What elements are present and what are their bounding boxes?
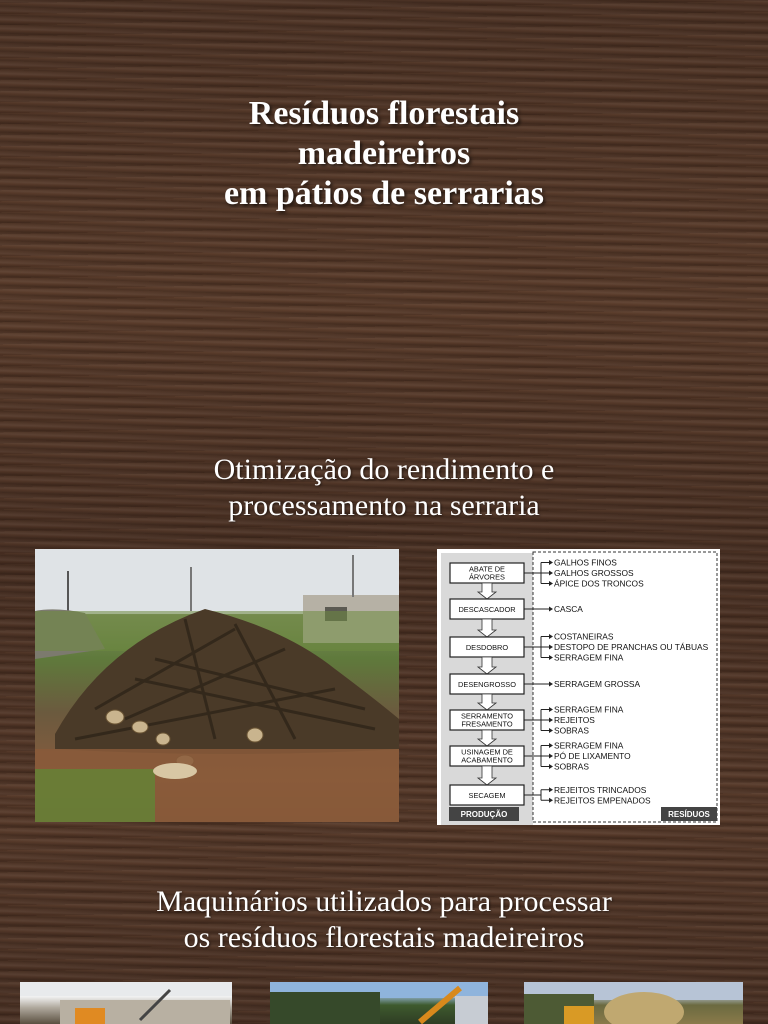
residue-arrow-icon (549, 754, 553, 759)
residue-label: GALHOS GROSSOS (554, 568, 634, 578)
title-line-2: madeireiros (297, 135, 471, 172)
residue-label: DESTOPO DE PRANCHAS OU TÁBUAS (554, 642, 709, 652)
machinery-photo-2 (270, 982, 488, 1024)
residue-arrow-icon (549, 581, 553, 586)
machinery-photo-1-illustration (20, 982, 232, 1024)
residue-label: COSTANEIRAS (554, 631, 614, 642)
flow-diagram-svg (437, 549, 720, 825)
residuos-label: RESÍDUOS (668, 810, 710, 819)
page-title (0, 94, 768, 214)
producao-label: PRODUÇÃO (460, 810, 508, 819)
residue-arrow-icon (549, 707, 553, 712)
title-line-3: em pátios de serrarias (223, 175, 545, 212)
section-heading-machinery (0, 884, 768, 956)
subtitle2-line-1: Maquinários utilizados para processar (156, 885, 612, 918)
process-label: SECAGEM (468, 791, 506, 800)
residue-arrow-icon (549, 682, 553, 687)
residue-arrow-icon (549, 571, 553, 576)
residue-label: REJEITOS (554, 715, 595, 725)
machinery-photo-3 (524, 982, 743, 1024)
process-label: ABATE DE (468, 564, 506, 574)
residue-label: GALHOS FINOS (554, 557, 617, 568)
residue-label: ÁPICE DOS TRONCOS (554, 578, 644, 589)
residue-label: SERRAGEM GROSSA (554, 679, 641, 689)
residue-arrow-icon (549, 718, 553, 723)
residue-arrow-icon (549, 728, 553, 733)
residue-label: CASCA (554, 604, 583, 614)
residue-label: REJEITOS TRINCADOS (554, 784, 647, 795)
process-label: DESDOBRO (465, 643, 509, 652)
process-label: USINAGEM DE (461, 747, 513, 757)
residue-arrow-icon (549, 655, 553, 660)
process-label: FRESAMENTO (461, 719, 513, 729)
residue-label: SERRAGEM FINA (554, 652, 624, 663)
wood-pile-illustration (35, 549, 399, 822)
machinery-photo-3-illustration (524, 982, 743, 1024)
wood-waste-pile-photo (35, 549, 399, 822)
residue-label: SOBRAS (554, 761, 589, 772)
process-label: ÁRVORES (468, 572, 506, 582)
process-label: SERRAMENTO (460, 711, 514, 721)
residue-arrow-icon (549, 560, 553, 565)
residue-arrow-icon (549, 645, 553, 650)
waste-flow-diagram (437, 549, 720, 825)
residue-label: SERRAGEM FINA (554, 740, 624, 751)
residue-arrow-icon (549, 607, 553, 612)
subtitle-line-2: processamento na serraria (228, 489, 540, 522)
machinery-photo-2-illustration (270, 982, 488, 1024)
residue-arrow-icon (549, 634, 553, 639)
residue-arrow-icon (549, 743, 553, 748)
residue-arrow-icon (549, 798, 553, 803)
residue-arrow-icon (549, 764, 553, 769)
residue-label: SERRAGEM FINA (554, 704, 624, 715)
process-label: DESCASCADOR (458, 605, 516, 614)
section-heading-optimization (0, 452, 768, 524)
subtitle-line-1: Otimização do rendimento e (213, 453, 555, 486)
title-line-1: Resíduos florestais (248, 95, 520, 132)
process-label: DESENGROSSO (458, 680, 516, 689)
residue-arrow-icon (549, 787, 553, 792)
residue-label: PÓ DE LIXAMENTO (554, 751, 631, 761)
process-label: ACABAMENTO (461, 755, 513, 765)
residue-label: REJEITOS EMPENADOS (554, 795, 651, 806)
residue-label: SOBRAS (554, 725, 589, 736)
machinery-photo-1 (20, 982, 232, 1024)
subtitle2-line-2: os resíduos florestais madeireiros (183, 921, 585, 954)
